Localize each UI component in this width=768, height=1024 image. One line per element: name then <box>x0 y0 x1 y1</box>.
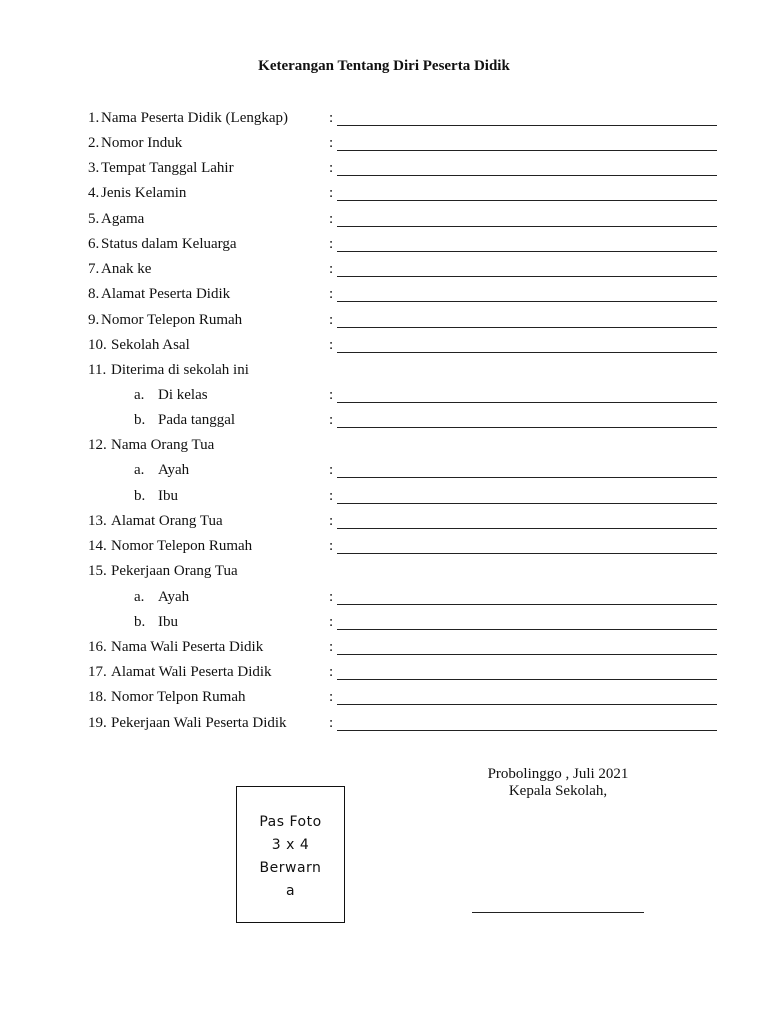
field-label: Nomor Induk <box>101 135 183 151</box>
form-row <box>0 639 768 661</box>
form-subrow <box>0 488 768 510</box>
fill-line[interactable] <box>337 200 717 201</box>
colon: : <box>329 236 334 252</box>
photo-box-line: Pas Foto <box>259 814 322 830</box>
place-date: Probolinggo , Juli 2021 <box>487 766 629 782</box>
photo-box-line: Berwarn <box>259 860 322 876</box>
field-label: Alamat Peserta Didik <box>101 286 231 302</box>
colon: : <box>329 639 334 655</box>
form-row <box>0 110 768 132</box>
colon: : <box>329 538 334 554</box>
form-row <box>0 261 768 283</box>
row-number: 5. <box>88 211 100 227</box>
form-subrow <box>0 589 768 611</box>
fill-line[interactable] <box>337 175 717 176</box>
fill-line[interactable] <box>337 604 717 605</box>
form-section-row <box>0 563 768 585</box>
colon: : <box>329 462 334 478</box>
fill-line[interactable] <box>337 352 717 353</box>
signer-role: Kepala Sekolah, <box>508 783 608 799</box>
fill-line[interactable] <box>337 276 717 277</box>
fill-line[interactable] <box>337 679 717 680</box>
field-label: Agama <box>101 211 145 227</box>
sub-letter: a. <box>134 387 145 403</box>
row-number: 2. <box>88 135 100 151</box>
form-row <box>0 513 768 535</box>
photo-box <box>236 786 345 923</box>
row-number: 1. <box>88 110 100 126</box>
colon: : <box>329 286 334 302</box>
row-number: 13. <box>88 513 107 529</box>
form-row <box>0 715 768 737</box>
row-number: 6. <box>88 236 100 252</box>
colon: : <box>329 312 334 328</box>
row-number: 11. <box>88 362 107 378</box>
fill-line[interactable] <box>337 553 717 554</box>
form-row <box>0 236 768 258</box>
field-label: Ibu <box>158 614 178 630</box>
field-label: Sekolah Asal <box>111 337 190 353</box>
colon: : <box>329 488 334 504</box>
colon: : <box>329 589 334 605</box>
colon: : <box>329 614 334 630</box>
colon: : <box>329 110 334 126</box>
section-label: Diterima di sekolah ini <box>111 362 249 378</box>
row-number: 17. <box>88 664 107 680</box>
form-section-row <box>0 437 768 459</box>
field-label: Ayah <box>158 462 190 478</box>
colon: : <box>329 715 334 731</box>
fill-line[interactable] <box>337 402 717 403</box>
colon: : <box>329 513 334 529</box>
fill-line[interactable] <box>337 150 717 151</box>
field-label: Nomor Telepon Rumah <box>101 312 243 328</box>
colon: : <box>329 689 334 705</box>
field-label: Anak ke <box>101 261 152 277</box>
field-label: Nama Peserta Didik (Lengkap) <box>101 110 289 126</box>
signature-block <box>440 766 676 800</box>
row-number: 15. <box>88 563 107 579</box>
fill-line[interactable] <box>337 654 717 655</box>
row-number: 12. <box>88 437 107 453</box>
signature-line[interactable] <box>472 912 644 913</box>
form-row <box>0 160 768 182</box>
section-label: Pekerjaan Orang Tua <box>111 563 238 579</box>
sub-letter: b. <box>134 412 146 428</box>
colon: : <box>329 387 334 403</box>
field-label: Nama Wali Peserta Didik <box>111 639 264 655</box>
row-number: 9. <box>88 312 100 328</box>
row-number: 16. <box>88 639 107 655</box>
fill-line[interactable] <box>337 125 717 126</box>
colon: : <box>329 412 334 428</box>
row-number: 7. <box>88 261 100 277</box>
fill-line[interactable] <box>337 704 717 705</box>
row-number: 18. <box>88 689 107 705</box>
field-label: Status dalam Keluarga <box>101 236 237 252</box>
field-label: Pada tanggal <box>158 412 236 428</box>
form-row <box>0 211 768 233</box>
colon: : <box>329 211 334 227</box>
sub-letter: b. <box>134 488 146 504</box>
field-label: Jenis Kelamin <box>101 185 187 201</box>
fill-line[interactable] <box>337 251 717 252</box>
field-label: Ibu <box>158 488 178 504</box>
form-row <box>0 312 768 334</box>
form-row <box>0 538 768 560</box>
fill-line[interactable] <box>337 477 717 478</box>
photo-box-line: 3 x 4 <box>271 837 310 853</box>
field-label: Alamat Orang Tua <box>111 513 223 529</box>
colon: : <box>329 664 334 680</box>
row-number: 14. <box>88 538 107 554</box>
colon: : <box>329 135 334 151</box>
field-label: Pekerjaan Wali Peserta Didik <box>111 715 287 731</box>
sub-letter: b. <box>134 614 146 630</box>
field-label: Tempat Tanggal Lahir <box>101 160 234 176</box>
field-label: Nomor Telepon Rumah <box>111 538 253 554</box>
row-number: 10. <box>88 337 107 353</box>
section-label: Nama Orang Tua <box>111 437 215 453</box>
fill-line[interactable] <box>337 327 717 328</box>
form-row <box>0 286 768 308</box>
form-row <box>0 689 768 711</box>
page-title: Keterangan Tentang Diri Peserta Didik <box>258 58 510 74</box>
fill-line[interactable] <box>337 528 717 529</box>
form-row <box>0 337 768 359</box>
field-label: Nomor Telpon Rumah <box>111 689 246 705</box>
form-section-row <box>0 362 768 384</box>
form-row <box>0 185 768 207</box>
colon: : <box>329 160 334 176</box>
form-subrow <box>0 462 768 484</box>
sub-letter: a. <box>134 462 145 478</box>
row-number: 8. <box>88 286 100 302</box>
colon: : <box>329 261 334 277</box>
form-row <box>0 664 768 686</box>
colon: : <box>329 185 334 201</box>
field-label: Di kelas <box>158 387 208 403</box>
row-number: 4. <box>88 185 100 201</box>
fill-line[interactable] <box>337 730 717 731</box>
fill-line[interactable] <box>337 301 717 302</box>
form-subrow <box>0 614 768 636</box>
field-label: Alamat Wali Peserta Didik <box>111 664 272 680</box>
form-row <box>0 135 768 157</box>
fill-line[interactable] <box>337 629 717 630</box>
row-number: 3. <box>88 160 100 176</box>
fill-line[interactable] <box>337 427 717 428</box>
form-subrow <box>0 412 768 434</box>
fill-line[interactable] <box>337 226 717 227</box>
row-number: 19. <box>88 715 107 731</box>
form-subrow <box>0 387 768 409</box>
field-label: Ayah <box>158 589 190 605</box>
sub-letter: a. <box>134 589 145 605</box>
colon: : <box>329 337 334 353</box>
photo-box-line: a <box>285 883 296 899</box>
fill-line[interactable] <box>337 503 717 504</box>
